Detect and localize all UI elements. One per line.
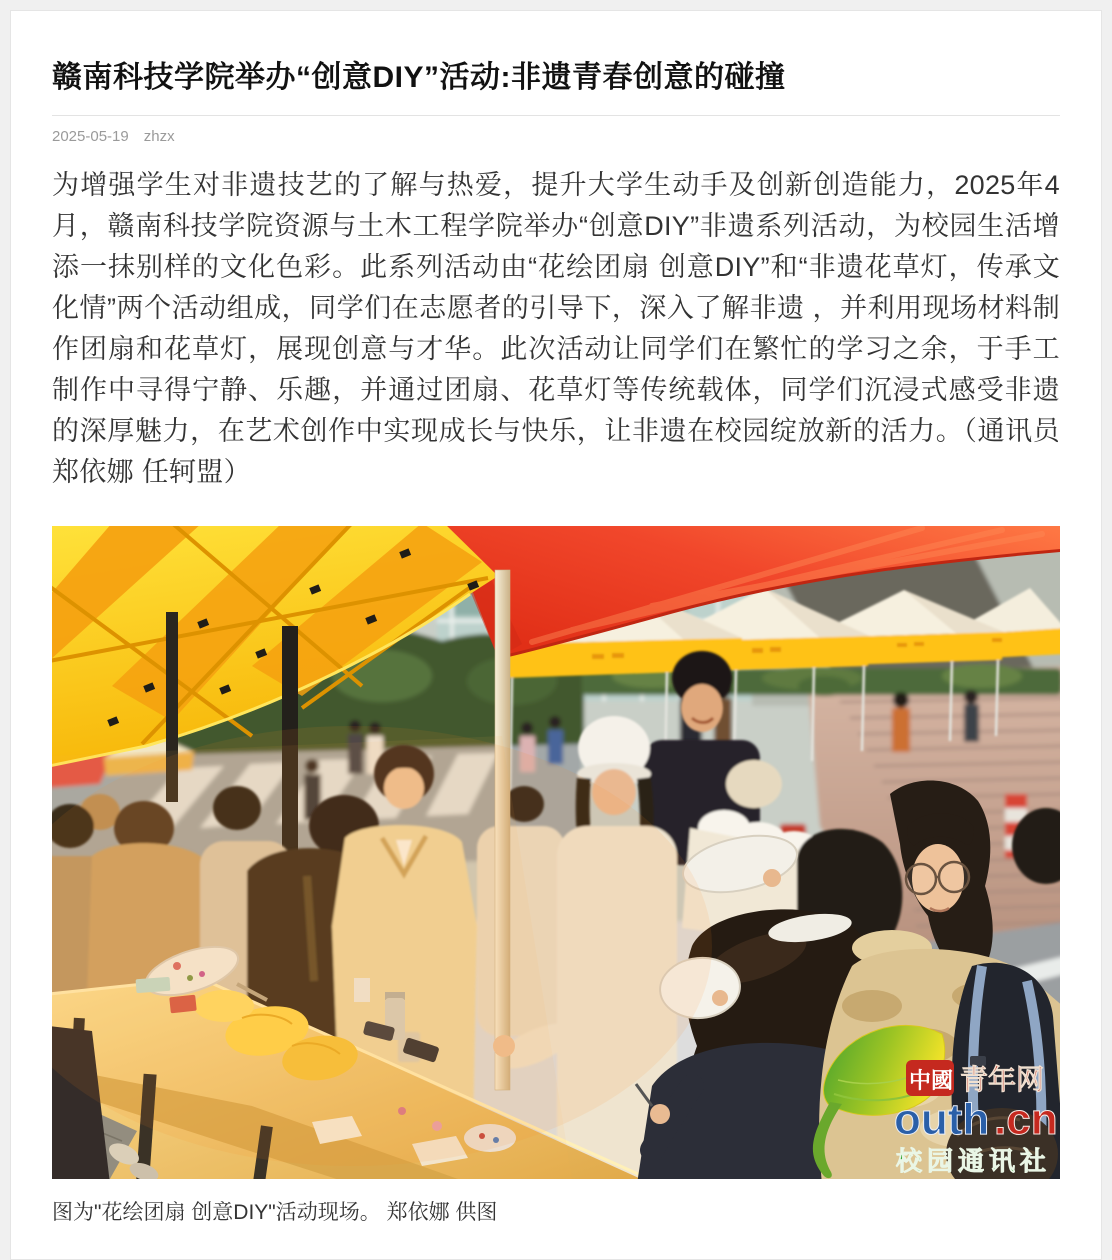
watermark-brand-domain: .cn xyxy=(994,1094,1058,1144)
article-body: 为增强学生对非遗技艺的了解与热爱，提升大学生动手及创新创造能力，2025年4月，赣南科技学院资源与土木工程学院举办“创意DIY”非遗系列活动，为校园生活增添一抹别样的文化色彩。此系列活动由“花绘团扇 创意DIY”和“非遗花草灯，传承文化情”两个活动组成，同学们在志愿者的引导下，深入了解非遗 ，并利用现场材料制作团扇和花草灯，展现创意与才华。此次活动让同学们在繁忙的学习之余，于手工制作中寻得宁静、乐趣，并通过团扇、花草灯等传统载体，同学们沉浸式感受非遗的深厚魅力，在艺术创作中实现成长与快乐，让非遗在校园绽放新的活力。（通讯员 郑依娜 任轲盟） xyxy=(52,169,1060,487)
watermark-cn-boxed: 中國 xyxy=(909,1067,954,1093)
watermark-brand-en: outh xyxy=(894,1094,990,1144)
page-title: 赣南科技学院举办“创意DIY”活动:非遗青春创意的碰撞 xyxy=(52,61,786,94)
watermark-sub: 校园通讯社 xyxy=(896,1145,1052,1176)
event-photo-illustration xyxy=(52,526,1060,1179)
publish-date: 2025-05-19 xyxy=(52,127,129,145)
author-name: zhzx xyxy=(143,127,175,145)
article-meta xyxy=(52,128,1060,145)
title-divider xyxy=(52,115,1060,116)
article-photo xyxy=(52,526,1060,1179)
article-card xyxy=(10,10,1102,1260)
photo-caption: 图为"花绘团扇 创意DIY"活动现场。 郑依娜 供图 xyxy=(52,1200,498,1224)
article-content xyxy=(11,58,1101,1228)
watermark-cn-rest: 青年网 xyxy=(960,1063,1045,1095)
